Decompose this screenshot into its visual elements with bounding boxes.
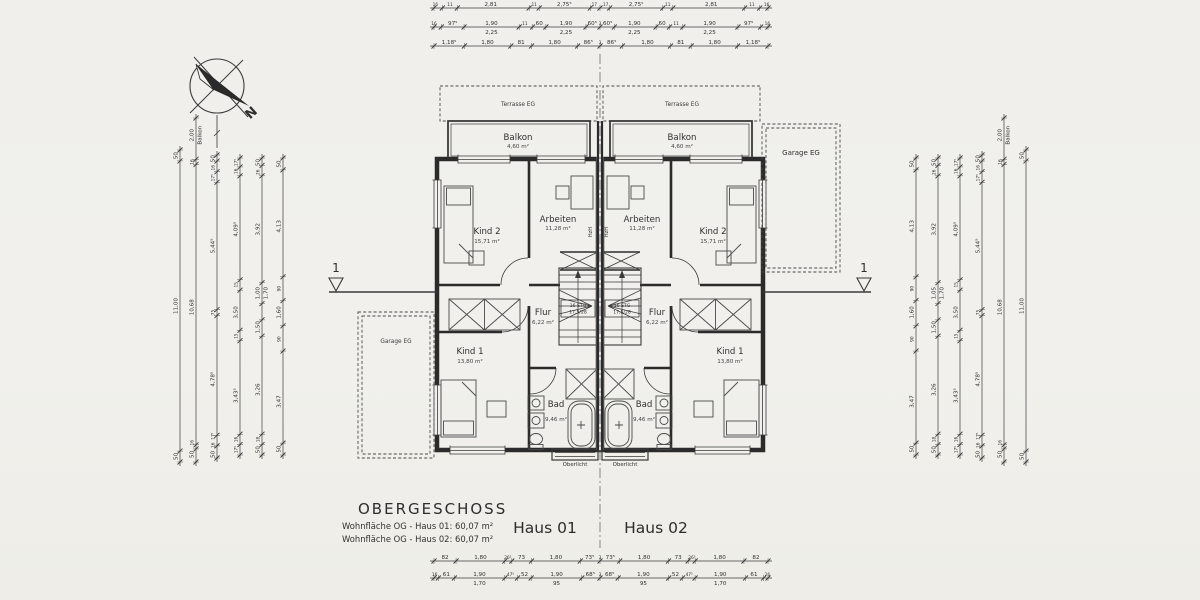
dim-label: 1,80 [708, 39, 721, 46]
dim-label: 17⁵ [234, 158, 240, 167]
room-area-kind2-right: 15,71 m² [700, 239, 726, 245]
dim-label: Balkon [197, 125, 204, 145]
dim-label: 50 [1019, 452, 1026, 460]
window-kind1-south [450, 446, 505, 455]
dim-label: 1,80 [713, 554, 726, 561]
dim-label: 90 [910, 336, 916, 342]
dim-label: 95 [639, 581, 647, 587]
dim-chain-top3 [430, 39, 772, 49]
dim-label: 11 [665, 2, 671, 8]
dim-label: 17⁵ [234, 446, 240, 454]
dim-label: 73 [674, 554, 682, 561]
dim-label: 50 [255, 446, 262, 454]
dim-label: 1,70 [714, 581, 727, 587]
dim-label: 90 [277, 285, 283, 292]
section-number-left: 1 [332, 261, 340, 275]
shower-cross [566, 369, 597, 399]
room-area-arbeiten-right: 11,28 m² [629, 226, 655, 232]
dim-label: 1,18⁵ [441, 39, 457, 46]
dim-label: 1,60 [909, 306, 916, 319]
balcony-label-right: Balkon [667, 133, 697, 143]
dim-label: 50 [931, 158, 938, 167]
dim-label: 50 [276, 445, 283, 453]
room-label-kind1-right: Kind 1 [716, 347, 744, 357]
garage-label-left: Garage EG [380, 339, 412, 345]
dim-label: 17 [602, 2, 609, 8]
dim-label: 1,90 [550, 571, 563, 578]
dim-label: 1,90 [559, 20, 573, 27]
dim-label: 3,47 [909, 395, 916, 408]
dim-label: 50 [997, 450, 1004, 458]
dim-label: 1,80 [474, 554, 487, 561]
dim-label: 16 [998, 159, 1004, 165]
dim-label: 4,09⁵ [233, 221, 240, 237]
north-label: N [242, 104, 261, 123]
terrace-label-right: Terrasse EG [665, 102, 699, 108]
dim-label: 1,90 [637, 571, 650, 578]
dim-label: 1,70 [939, 286, 946, 300]
dim-label: 16 [998, 440, 1004, 446]
wardrobe-cross [449, 299, 520, 330]
title-block [342, 500, 688, 544]
dim-label: 2,75⁵ [628, 1, 644, 8]
duct-label-left: HzH [588, 226, 594, 238]
dim-label: 52 [520, 571, 529, 578]
dim-label: 2,25 [703, 30, 716, 36]
dim-chain-l-e [256, 154, 270, 459]
stair-label-left-2: 17,5/28 [569, 310, 587, 316]
dim-label: 16 [976, 164, 982, 171]
dim-chain-l-a [174, 146, 184, 466]
dim-label: 16 [976, 442, 982, 449]
room-label-kind1-left: Kind 1 [456, 347, 484, 357]
dim-label: 73⁵ [584, 554, 595, 561]
stair-label-right-2: 17,5/28 [613, 310, 631, 316]
dim-label: 17⁵ [954, 446, 960, 454]
dim-label: 5,44⁵ [210, 238, 217, 254]
house-label-left: Haus 01 [513, 519, 577, 537]
dim-label: 26⁵ [504, 555, 512, 561]
drawing-title: OBERGESCHOSS [358, 500, 508, 518]
dim-label: 4,78⁵ [210, 371, 217, 387]
dim-label: 86⁵ [583, 39, 593, 46]
dim-label: 81 [517, 39, 525, 46]
stair-label-left-1: 16 STG [569, 304, 587, 309]
dim-label: 1,80 [637, 554, 651, 561]
dim-chain-l-f [277, 154, 287, 459]
room-label-flur-right: Flur [648, 308, 666, 318]
dim-label: 16 [763, 2, 770, 8]
dim-label: 16 [190, 440, 196, 446]
dim-label: 1,90 [628, 20, 641, 27]
dim-label: 1,50 [255, 321, 262, 334]
bed-kind1 [441, 380, 476, 437]
dim-label: 82 [752, 554, 760, 561]
dim-label: 90 [277, 336, 283, 342]
dim-label: 1,00 [255, 286, 262, 300]
dim-chain-bot2 [430, 571, 772, 587]
dim-label: 3 [598, 40, 602, 46]
dim-chain-r-e [932, 154, 946, 459]
dim-label: 16 [234, 168, 240, 175]
dim-label: 97⁵ [448, 20, 458, 27]
oberlicht-label-left: Oberlicht [562, 462, 588, 468]
dim-label: 50 [931, 446, 938, 454]
dim-label: 4,13 [276, 220, 283, 233]
room-label-kind2-right: Kind 2 [699, 227, 727, 237]
dim-label: 17⁵ [976, 432, 982, 440]
dim-label: 17 [591, 2, 598, 8]
dim-label: 60 [535, 20, 543, 27]
dim-label: 82 [441, 554, 449, 561]
dim-chain-r-f [910, 154, 920, 459]
dim-label: 11 [673, 21, 679, 27]
room-area-kind1-left: 13,80 m² [457, 359, 483, 365]
room-area-arbeiten-left: 11,28 m² [545, 226, 571, 232]
dim-label: 10,68 [189, 299, 196, 316]
stair-arrow [575, 270, 581, 278]
section-marker-left [329, 278, 437, 292]
dim-label: 50 [909, 160, 916, 168]
section-number-right: 1 [860, 261, 868, 275]
dim-label: 75 [211, 309, 217, 316]
room-area-bad-right: 9,46 m² [633, 417, 655, 423]
dim-label: 86⁵ [607, 39, 617, 46]
dim-label: 3,50 [953, 306, 960, 319]
dim-label: 47⁵ [685, 572, 693, 578]
dim-label: 50 [276, 160, 283, 168]
dim-label: 3 [598, 555, 602, 561]
dim-label: 73 [517, 554, 526, 561]
dim-label: 3,92 [255, 223, 262, 236]
dim-label: 5,44⁵ [975, 238, 982, 254]
dim-chain-r-d [953, 154, 964, 459]
dim-label: 60⁵ [587, 20, 598, 27]
garage-left-outline [358, 312, 434, 458]
dim-label: 95 [553, 581, 561, 587]
window-kind2-west [433, 180, 442, 228]
dim-label: 15 [954, 282, 960, 288]
dim-label: 50 [975, 155, 982, 163]
dim-label: 68⁵ [604, 571, 615, 578]
dim-chain-r-c [975, 151, 986, 462]
dim-label: 50 [173, 452, 180, 460]
room-area-bad-left: 9,46 m² [545, 417, 567, 423]
dim-label: 60 [658, 20, 666, 27]
dim-label: 50 [189, 450, 196, 458]
dim-label: 1,80 [549, 554, 563, 561]
dim-label: 50 [909, 445, 916, 453]
balcony-label-left: Balkon [503, 133, 533, 143]
dim-label: 97⁵ [743, 20, 754, 27]
dim-label: 1,60 [276, 306, 283, 319]
dim-chain-l-c [210, 151, 221, 462]
dim-label: 2,75⁵ [556, 1, 572, 8]
dim-label: 1,70 [263, 286, 270, 300]
dim-chain-l-d [233, 154, 244, 459]
dim-label: 16 [954, 436, 960, 443]
dim-label: 52 [671, 571, 680, 578]
dim-label: 47⁵ [506, 572, 515, 578]
dim-label: 4,78⁵ [975, 371, 982, 387]
dim-label: 61 [750, 571, 758, 578]
washbasin [528, 396, 544, 428]
toilet [529, 434, 543, 450]
stair-label-right-1: 16 STG [613, 304, 631, 309]
bathtub [568, 401, 595, 449]
dim-label: 11 [447, 2, 453, 8]
room-label-flur-left: Flur [534, 308, 552, 318]
dim-label: 2,81 [484, 1, 498, 8]
area-line-2: Wohnfläche OG - Haus 02: 60,07 m² [342, 534, 494, 544]
terrace-label-left: Terrasse EG [501, 102, 535, 108]
dim-label: 3 [598, 572, 602, 578]
dim-label: 2,25 [628, 30, 641, 36]
table-kind1 [487, 401, 506, 417]
dim-chain-bot1 [430, 554, 772, 564]
balcony-area-left: 4,60 m² [507, 144, 529, 150]
dim-label: 11 [522, 21, 528, 27]
dim-label: 81 [677, 39, 685, 46]
dim-label: 4,09⁵ [953, 221, 960, 237]
dim-label: 11 [749, 2, 755, 8]
dim-label: 17⁵ [211, 174, 217, 182]
window-kind2-north [458, 155, 510, 164]
dim-label: 15 [234, 333, 240, 339]
dim-label: 3,50 [233, 306, 240, 319]
balcony-door [537, 155, 585, 164]
dim-label: 2,81 [704, 1, 718, 8]
dim-label: 1,80 [641, 39, 654, 46]
section-marker-right [763, 278, 871, 292]
balcony-area-right: 4,60 m² [671, 144, 693, 150]
dim-label: 1,80 [481, 39, 494, 46]
room-label-kind2-left: Kind 2 [473, 227, 501, 237]
room-area-kind2-left: 15,71 m² [474, 239, 500, 245]
dim-label: 16 [431, 572, 438, 578]
dim-label: 17⁵ [954, 158, 960, 167]
dim-label: 3,26 [931, 383, 938, 396]
dim-label: 50 [255, 158, 262, 167]
dim-label: 50 [210, 450, 217, 458]
dim-label: 18 [932, 436, 938, 443]
dim-label: 1,70 [473, 581, 486, 587]
dim-label: 16 [190, 159, 196, 165]
room-label-arbeiten-right: Arbeiten [623, 215, 661, 225]
dim-label: 50 [1019, 152, 1026, 160]
door-arc-kind2 [501, 258, 528, 285]
dim-chain-r-a [1020, 146, 1030, 466]
dim-label: 1,90 [703, 20, 716, 27]
dim-label: 1,80 [548, 39, 561, 46]
dim-label: 16 [234, 436, 240, 443]
dim-chain-top1 [430, 1, 772, 11]
dim-chain-top2 [430, 20, 772, 36]
dim-chain-r-b [998, 114, 1012, 466]
dim-label: 16 [431, 21, 437, 27]
dim-label: 90 [910, 285, 916, 292]
dim-label: 1,90 [714, 571, 727, 578]
dim-label: 3 [598, 21, 602, 27]
dim-label: 2,25 [485, 30, 498, 36]
dim-label: 16 [432, 2, 439, 8]
dim-label: 10,68 [997, 299, 1004, 316]
stair-treads-bottom [559, 330, 598, 337]
area-line-1: Wohnfläche OG - Haus 01: 60,07 m² [342, 521, 494, 531]
dim-label: 75 [976, 309, 982, 316]
dim-label: 3,47 [276, 395, 283, 408]
dim-label: 3,43⁵ [953, 388, 960, 403]
dim-label: 61 [442, 571, 450, 578]
duct-label-right: HzH [604, 226, 610, 238]
dim-label: 16 [954, 168, 960, 175]
dim-label: 15 [234, 282, 240, 288]
dim-label: 50 [173, 152, 180, 160]
dim-label: 2,00 [189, 128, 196, 142]
dim-label: 1,90 [473, 571, 486, 578]
dim-label: 73⁵ [605, 554, 616, 561]
dim-label: 1,18⁵ [745, 39, 761, 46]
room-area-flur-left: 6,22 m² [532, 320, 554, 326]
dim-label: 1,05 [931, 286, 938, 300]
dim-label: 11,00 [173, 297, 180, 315]
dim-label: 2,00 [997, 128, 1004, 142]
dim-label: 15 [954, 333, 960, 339]
dim-label: 11 [531, 2, 537, 8]
dim-label: 16 [211, 442, 217, 449]
dim-label: 26⁵ [688, 555, 696, 561]
dim-label: 11,00 [1019, 297, 1026, 315]
dim-label: 60⁵ [602, 20, 613, 27]
dim-chain-l-b [190, 114, 204, 466]
dim-label: 18 [256, 436, 262, 443]
dim-label: 3,43⁵ [233, 388, 240, 403]
dim-label: 2,25 [559, 30, 573, 36]
dim-label: 3,26 [255, 383, 262, 396]
dim-label: 4,13 [909, 220, 916, 233]
dim-label: 26 [256, 169, 262, 175]
dim-label: Balkon [1005, 125, 1012, 145]
garage-right-outline [762, 124, 840, 272]
dim-label: 17⁵ [211, 432, 217, 440]
oberlicht-label-right: Oberlicht [612, 462, 638, 468]
door-arc-kind1 [502, 306, 528, 332]
house-label-right: Haus 02 [624, 519, 688, 537]
room-label-bad-left: Bad [547, 400, 565, 410]
room-area-flur-right: 6,22 m² [646, 320, 668, 326]
room-label-arbeiten-left: Arbeiten [539, 215, 577, 225]
dim-label: 1,90 [485, 20, 498, 27]
duct-cross [560, 252, 598, 270]
dim-label: 68⁵ [585, 571, 595, 578]
dim-label: 50 [210, 155, 217, 163]
dim-label: 26 [932, 169, 938, 175]
dim-label: 16 [211, 164, 217, 171]
dim-label: 26 [764, 572, 771, 578]
garage-label-right: Garage EG [782, 149, 820, 157]
dim-label: 17⁵ [976, 174, 982, 182]
desk-arbeiten [556, 176, 593, 209]
dim-label: 50 [975, 450, 982, 458]
room-area-kind1-right: 13,80 m² [717, 359, 743, 365]
dim-label: 1,50 [931, 321, 938, 334]
dim-label: 3,92 [931, 223, 938, 236]
dim-label: 16 [764, 21, 771, 27]
room-label-bad-right: Bad [635, 400, 653, 410]
door-arc-bad [530, 368, 556, 394]
